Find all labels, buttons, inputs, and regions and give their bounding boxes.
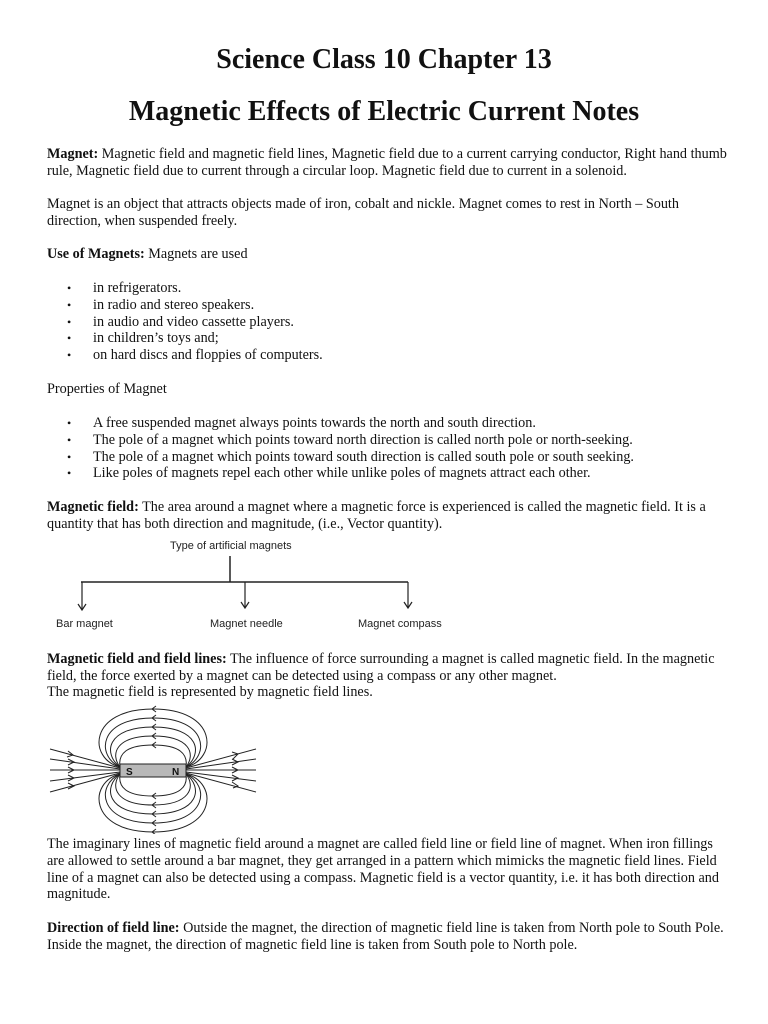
list-item: • in refrigerators. [47, 280, 323, 297]
list-item: • The pole of a magnet which points toward south direction is called south pole or south seeking. [47, 449, 634, 466]
list-item: • on hard discs and floppies of computers. [47, 347, 323, 364]
field-lines-text: The influence of force surrounding a magnet is called magnetic field. In the magnetic field, the force exerted by a magnet can be detected using a compass or any other magnet. [47, 651, 715, 684]
page-subtitle: Magnetic Effects of Electric Current Notes [128, 96, 640, 127]
magnetic-field-paragraph [47, 499, 727, 533]
south-pole-label: S [126, 767, 133, 778]
diagram-child-magnet-compass: Magnet compass [358, 618, 442, 630]
magnet-label: Magnet: [47, 146, 99, 162]
uses-paragraph [47, 246, 727, 263]
list-item: • in children’s toys and; [47, 330, 323, 347]
field-lines-text2: The magnetic field is represented by magnetic field lines. [47, 684, 373, 700]
properties-list [47, 415, 634, 482]
list-item: • in radio and stereo speakers. [47, 297, 323, 314]
page-title: Science Class 10 Chapter 13 [216, 44, 552, 75]
magnet-definition: Magnet is an object that attracts objects made of iron, cobalt and nickle. Magnet comes to rest in North – South direction, when suspended freely. [47, 196, 679, 229]
bar-magnet-field-diagram [48, 704, 258, 834]
magnet-paragraph [47, 146, 727, 180]
uses-list [47, 280, 323, 364]
properties-heading: Properties of Magnet [47, 381, 167, 397]
north-pole-label: N [172, 767, 180, 778]
diagram-child-bar-magnet: Bar magnet [56, 618, 113, 630]
list-item: • A free suspended magnet always points towards the north and south direction. [47, 415, 634, 432]
artificial-magnets-diagram [40, 534, 470, 634]
uses-text: Magnets are used [144, 246, 248, 262]
list-item: • Like poles of magnets repel each other while unlike poles of magnets attract each other. [47, 465, 634, 482]
list-item: • The pole of a magnet which points toward north direction is called north pole or north-seeking. [47, 432, 634, 449]
diagram-root-label: Type of artificial magnets [170, 540, 292, 552]
direction-text: Outside the magnet, the direction of magnetic field line is taken from North pole to South Pole. Inside the magnet, the direction of magnetic field line is taken from South pole to North pole. [47, 920, 724, 953]
diagram-child-magnet-needle: Magnet needle [210, 618, 283, 630]
list-item: • in audio and video cassette players. [47, 314, 323, 331]
magnetic-field-label: Magnetic field: [47, 499, 139, 515]
uses-label: Use of Magnets: [47, 246, 145, 262]
imaginary-lines-paragraph: The imaginary lines of magnetic field around a magnet are called field line or field line of magnet. When iron fillings are allowed to settle around a bar magnet, they get arranged in a pattern which mimicks the magnetic field lines. Field line of a magnet can also be detected using a compass. Magnetic field is a vector quantity, i.e. it has both direction and magnitude. [47, 836, 719, 903]
field-lines-label: Magnetic field and field lines: [47, 651, 227, 667]
magnetic-field-text: The area around a magnet where a magnetic force is experienced is called the magnetic field. It is a quantity that has both direction and magnitude, (i.e., Vector quantity). [47, 499, 706, 532]
magnet-text: Magnetic field and magnetic field lines, Magnetic field due to a current carrying conductor, Right hand thumb rule, Magnetic field due to current through a circular loop. Magnetic field due to current in a solenoid. [47, 146, 727, 179]
direction-label: Direction of field line: [47, 920, 180, 936]
field-lines-paragraph [47, 651, 727, 685]
direction-paragraph [47, 920, 727, 954]
